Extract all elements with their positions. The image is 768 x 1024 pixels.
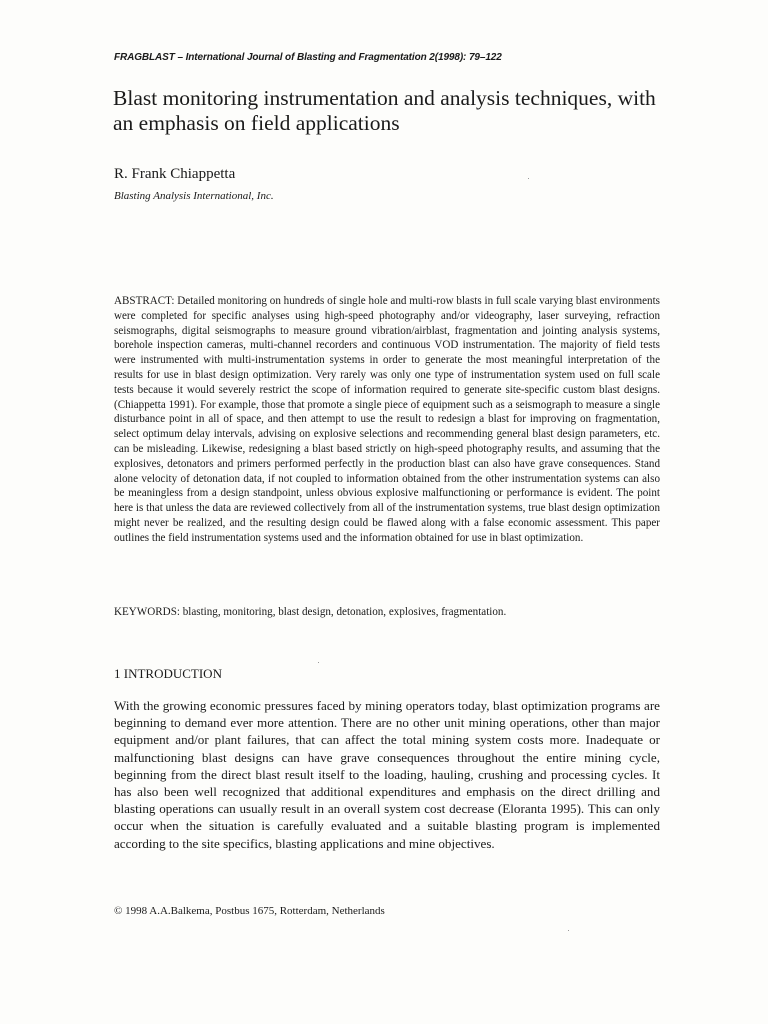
author-affiliation: Blasting Analysis International, Inc. <box>114 190 274 202</box>
introduction-paragraph: With the growing economic pressures faced by mining operators today, blast optimization programs are beginning to demand ever more attention. There are no other unit mining operations, other than major equipment and/or plant failures, that can affect the total mining system costs more. Inadequate or malfunctioning blast designs can have grave consequences throughout the entire mining cycle, beginning from the direct blast result itself to the loading, hauling, crushing and processing cycles. It has also been well recognized that additional expenditures and emphasis on the direct drilling and blasting operations can usually result in an overall system cost decrease (Eloranta 1995). This can only occur when the situation is carefully evaluated and a suitable blasting program is implemented according to the site specifics, blasting applications and mine objectives. <box>114 698 660 851</box>
running-head: FRAGBLAST – International Journal of Blasting and Fragmentation 2(1998): 79–122 <box>114 52 502 63</box>
scan-speck <box>528 178 529 179</box>
article-title: Blast monitoring instrumentation and analysis techniques, with an emphasis on field applications <box>113 86 656 135</box>
keywords-line: KEYWORDS: blasting, monitoring, blast design, detonation, explosives, fragmentation. <box>114 606 507 618</box>
section-heading-introduction: 1 INTRODUCTION <box>114 666 222 681</box>
scan-speck <box>568 930 569 931</box>
copyright-notice: © 1998 A.A.Balkema, Postbus 1675, Rotterdam, Netherlands <box>114 905 385 917</box>
abstract-paragraph: ABSTRACT: Detailed monitoring on hundreds of single hole and multi-row blasts in full scale varying blast environments were completed for specific analyses using high-speed photography and/or videography, laser surveying, refraction seismographs, digital seismographs to measure ground vibration/airblast, fragmentation and jointing analysis systems, borehole inspection cameras, multi-channel recorders and continuous VOD instrumentation. The majority of field tests were instrumented with multi-instrumentation systems in order to generate the most meaningful interpretation of the results for use in blast design optimization. Very rarely was only one type of instrumentation system used on full scale tests because it would severely restrict the scope of information required to generate site-specific custom blast designs. (Chiappetta 1991). For example, those that promote a single piece of equipment such as a seismograph to measure a single disturbance point in all of space, and then attempt to use the result to redesign a blast for improving on fragmentation, select optimum delay intervals, advising on explosive selections and recommending general blast design parameters, etc. can be misleading. Likewise, redesigning a blast based strictly on high-speed photography results, and assuming that the explosives, detonators and primers performed perfectly in the production blast can also have grave consequences. Stand alone velocity of detonation data, if not coupled to information obtained from the other instrumentation systems can also be meaningless from a design standpoint, unless obvious explosive malfunctioning or performance is evident. The point here is that unless the data are reviewed collectively from all of the instrumentation systems, true blast design optimization might never be realized, and the resulting design could be flawed along with a false economic assessment. This paper outlines the field instrumentation systems used and the information obtained for use in blast optimization. <box>114 295 660 544</box>
scan-speck <box>318 662 319 663</box>
author-name: R. Frank Chiappetta <box>114 166 236 182</box>
